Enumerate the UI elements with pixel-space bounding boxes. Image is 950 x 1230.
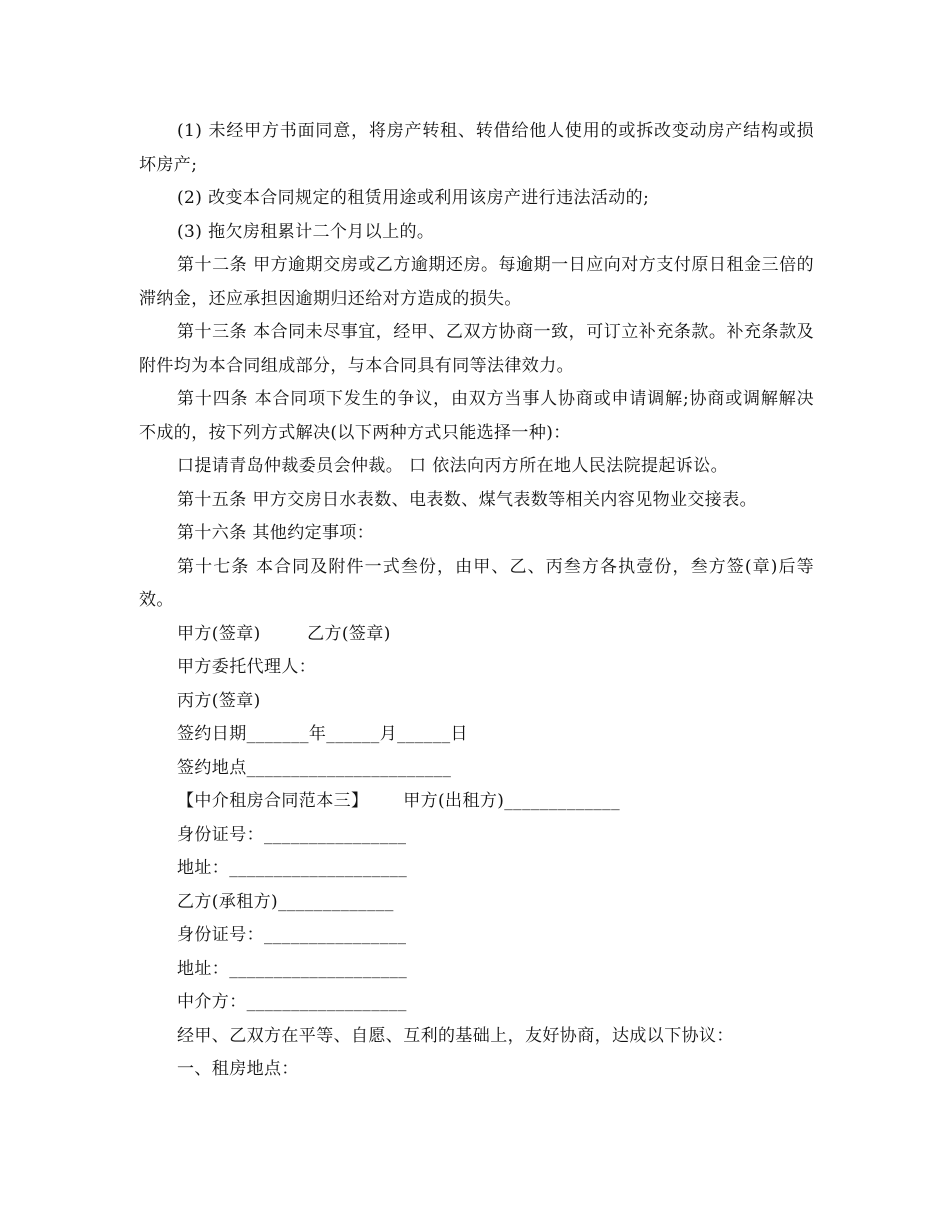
signing-date-line: 签约日期_______年______月______日 [177, 724, 468, 744]
party-a-id-line: 身份证号：________________ [177, 824, 407, 845]
clause-item-3: (3) 拖欠房租累计二个月以上的。 [177, 221, 435, 242]
signature-line-agent: 甲方委托代理人： [177, 657, 317, 677]
clause-item-2: (2) 改变本合同规定的租赁用途或利用该房产进行违法活动的; [177, 188, 650, 208]
party-b-id-line: 身份证号：________________ [177, 925, 407, 945]
document-body [139, 115, 814, 1087]
signature-line-party-c: 丙方(签章) [177, 690, 261, 711]
article-16: 第十六条 其他约定事项： [177, 523, 375, 543]
clause-item-1: (1) 未经甲方书面同意，将房产转租、转借给他人使用的或拆改变动房产结构或损坏房产; [139, 121, 814, 175]
article-12: 第十二条 甲方逾期交房或乙方逾期还房。每逾期一日应向对方支付原日租金三倍的滞纳金，还应承担因逾期归还给对方造成的损失。 [139, 255, 814, 309]
party-a-address-line: 地址：____________________ [177, 858, 408, 878]
signature-line-parties: 甲方(签章) 乙方(签章) [177, 623, 391, 644]
agreement-intro: 经甲、乙双方在平等、自愿、互利的基础上，友好协商，达成以下协议： [177, 1025, 734, 1046]
party-b-address-line: 地址：____________________ [177, 958, 408, 979]
dispute-options: 口提请青岛仲裁委员会仲裁。 口 依法向丙方所在地人民法院提起诉讼。 [177, 456, 729, 476]
article-13: 第十三条 本合同未尽事宜，经甲、乙双方协商一致，可订立补充条款。补充条款及附件均为本合同组成部分，与本合同具有同等法律效力。 [139, 322, 814, 376]
party-b-line: 乙方(承租方)_____________ [177, 891, 394, 912]
article-17: 第十七条 本合同及附件一式叁份，由甲、乙、丙叁方各执壹份，叁方签(章)后等效。 [139, 556, 814, 610]
section-one-heading: 一、租房地点： [177, 1059, 299, 1079]
article-15: 第十五条 甲方交房日水表数、电表数、煤气表数等相关内容见物业交接表。 [177, 489, 758, 510]
intermediary-line: 中介方：__________________ [177, 992, 407, 1012]
article-14: 第十四条 本合同项下发生的争议，由双方当事人协商或申请调解;协商或调解解决不成的，按下列方式解决(以下两种方式只能选择一种)： [139, 389, 814, 443]
template-three-heading: 【中介租房合同范本三】 甲方(出租方)_____________ [177, 791, 620, 811]
signing-place-line: 签约地点_______________________ [177, 757, 452, 778]
